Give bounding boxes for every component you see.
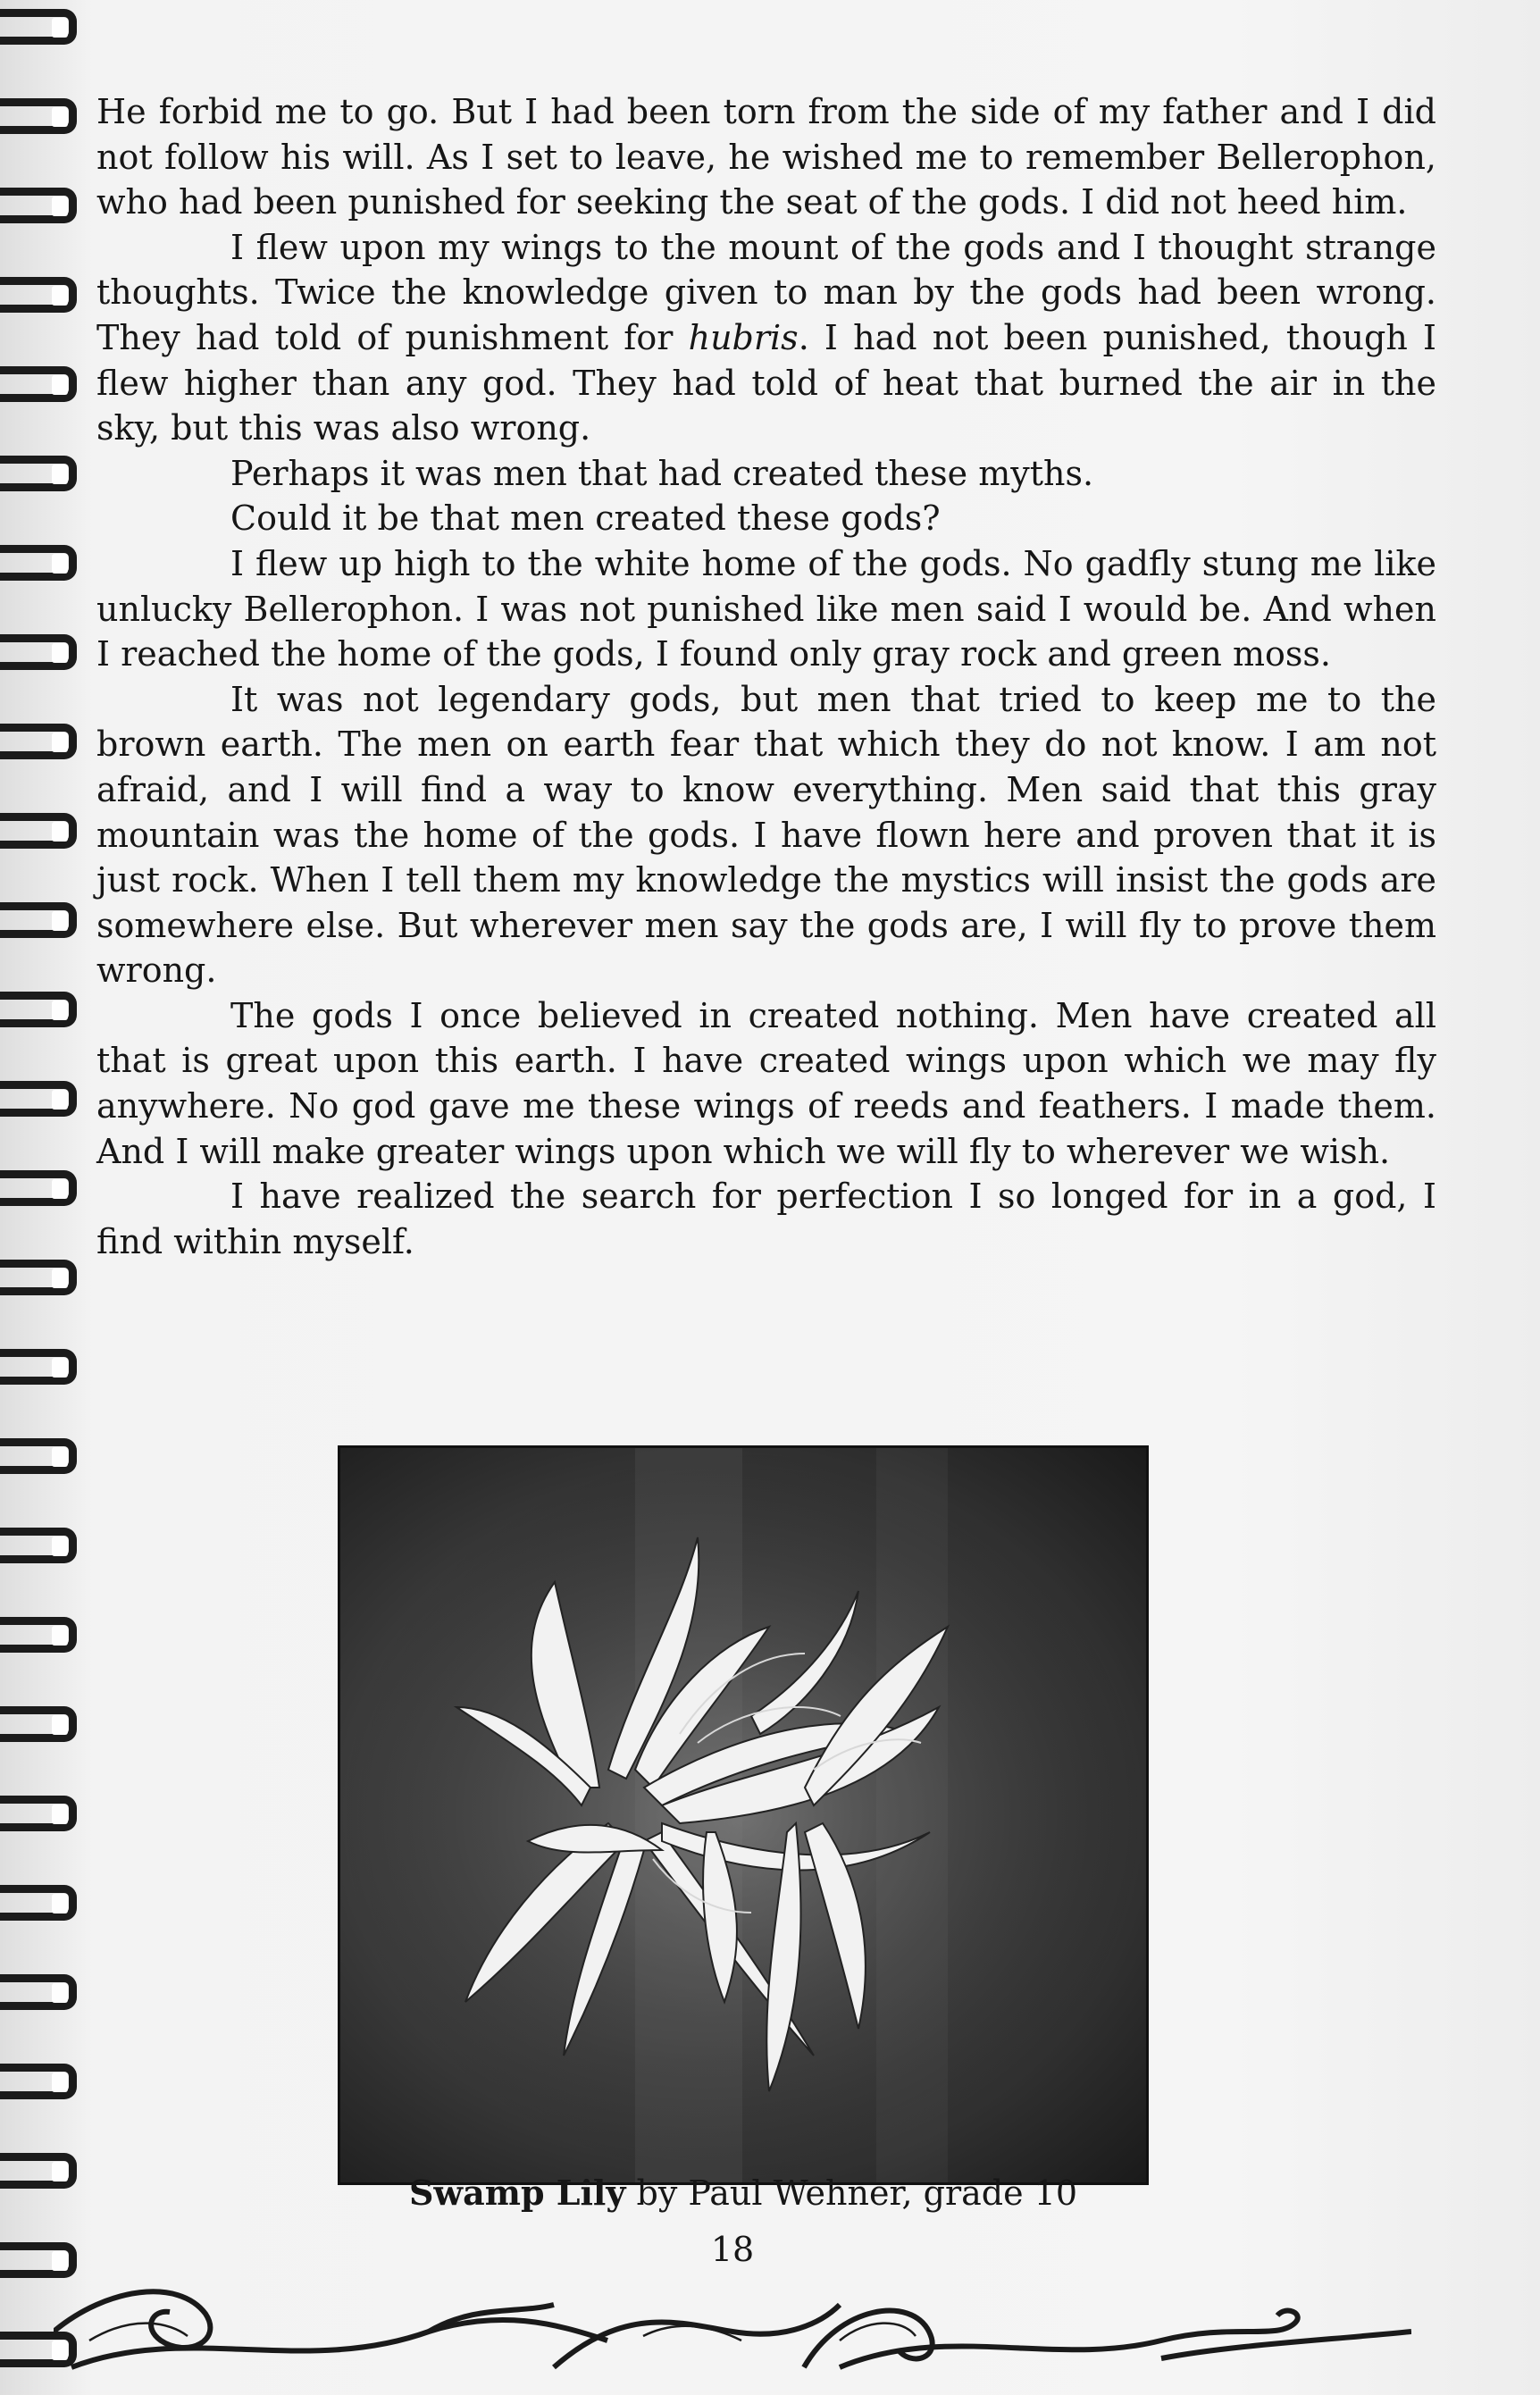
decorative-wave-border — [54, 2269, 1411, 2395]
paragraph: The gods I once believed in created nothing. Men have created all that is great upon this earth. I have created wings upon which we may fly anywhere. No god gave me these wings of reeds and feathers. I made them. And I will make greater wings upon which we will fly to wherever we wish. — [96, 995, 1436, 1171]
paragraph: Could it be that men created these gods? — [230, 498, 941, 539]
caption-title: Swamp Lily — [408, 2173, 626, 2213]
paragraph: I flew up high to the white home of the gods. No gadfly stung me like unlucky Bellerophon. I was not punished like men said I would be. And when I reached the home of the gods, I found only gray rock and green moss. — [96, 543, 1436, 674]
binding-coil — [0, 277, 79, 318]
binding-coil — [0, 1438, 79, 1479]
binding-coil — [0, 1349, 79, 1390]
page-number: 18 — [710, 2230, 755, 2269]
binding-coil — [0, 1796, 79, 1837]
binding-coil — [0, 992, 79, 1033]
binding-coil — [0, 1706, 79, 1747]
paragraph: I have realized the search for perfection I so longed for in a god, I find within myself. — [96, 1177, 1436, 1261]
paragraph: Perhaps it was men that had created these myths. — [230, 453, 1094, 493]
binding-coil — [0, 188, 79, 229]
story-text — [96, 89, 1436, 1264]
binding-coil — [0, 1528, 79, 1569]
binding-coil — [0, 813, 79, 854]
binding-coil — [0, 456, 79, 497]
binding-coil — [0, 1081, 79, 1122]
binding-coil — [0, 2153, 79, 2194]
binding-coil — [0, 1617, 79, 1658]
binding-coil — [0, 98, 79, 139]
binding-coil — [0, 634, 79, 675]
binding-coil — [0, 1260, 79, 1301]
binding-coil — [0, 9, 79, 50]
binding-coil — [0, 2064, 79, 2105]
paragraph: He forbid me to go. But I had been torn from the side of my father and I did not follow his will. As I set to leave, he wished me to remember Bellerophon, who had been punished for seeking the seat of the gods. I did not heed him. — [96, 92, 1436, 222]
binding-coil — [0, 724, 79, 765]
binding-coil — [0, 902, 79, 943]
spiral-binding — [0, 0, 89, 2395]
caption-credit: by Paul Wehner, grade 10 — [625, 2173, 1078, 2213]
binding-coil — [0, 1974, 79, 2015]
binding-coil — [0, 1170, 79, 1211]
lily-illustration — [340, 1448, 1146, 2182]
paragraph: It was not legendary gods, but men that tried to keep me to the brown earth. The men on earth fear that which they do not know. I am not afraid, and I will find a way to know everything. Men said that this gray mountain was the home of the gods. I have flown here and proven that it is just rock. When I tell them my knowledge the mystics will insist the gods are somewhere else. But wherever men say the gods are, I will fly to prove them wrong. — [96, 679, 1436, 991]
binding-coil — [0, 366, 79, 407]
swamp-lily-photo — [338, 1445, 1149, 2185]
paragraph: I flew upon my wings to the mount of the gods and I thought strange thoughts. Twice the knowledge given to man by the gods had been wrong. They had told of punishment for hubris. I had not been punished, though I flew higher than any god. They had told of heat that burned the air in the sky, but this was also wrong. — [96, 227, 1437, 448]
figure-caption — [338, 2173, 1149, 2213]
binding-coil — [0, 545, 79, 586]
emphasis-word: hubris — [688, 317, 799, 357]
binding-coil — [0, 1885, 79, 1926]
